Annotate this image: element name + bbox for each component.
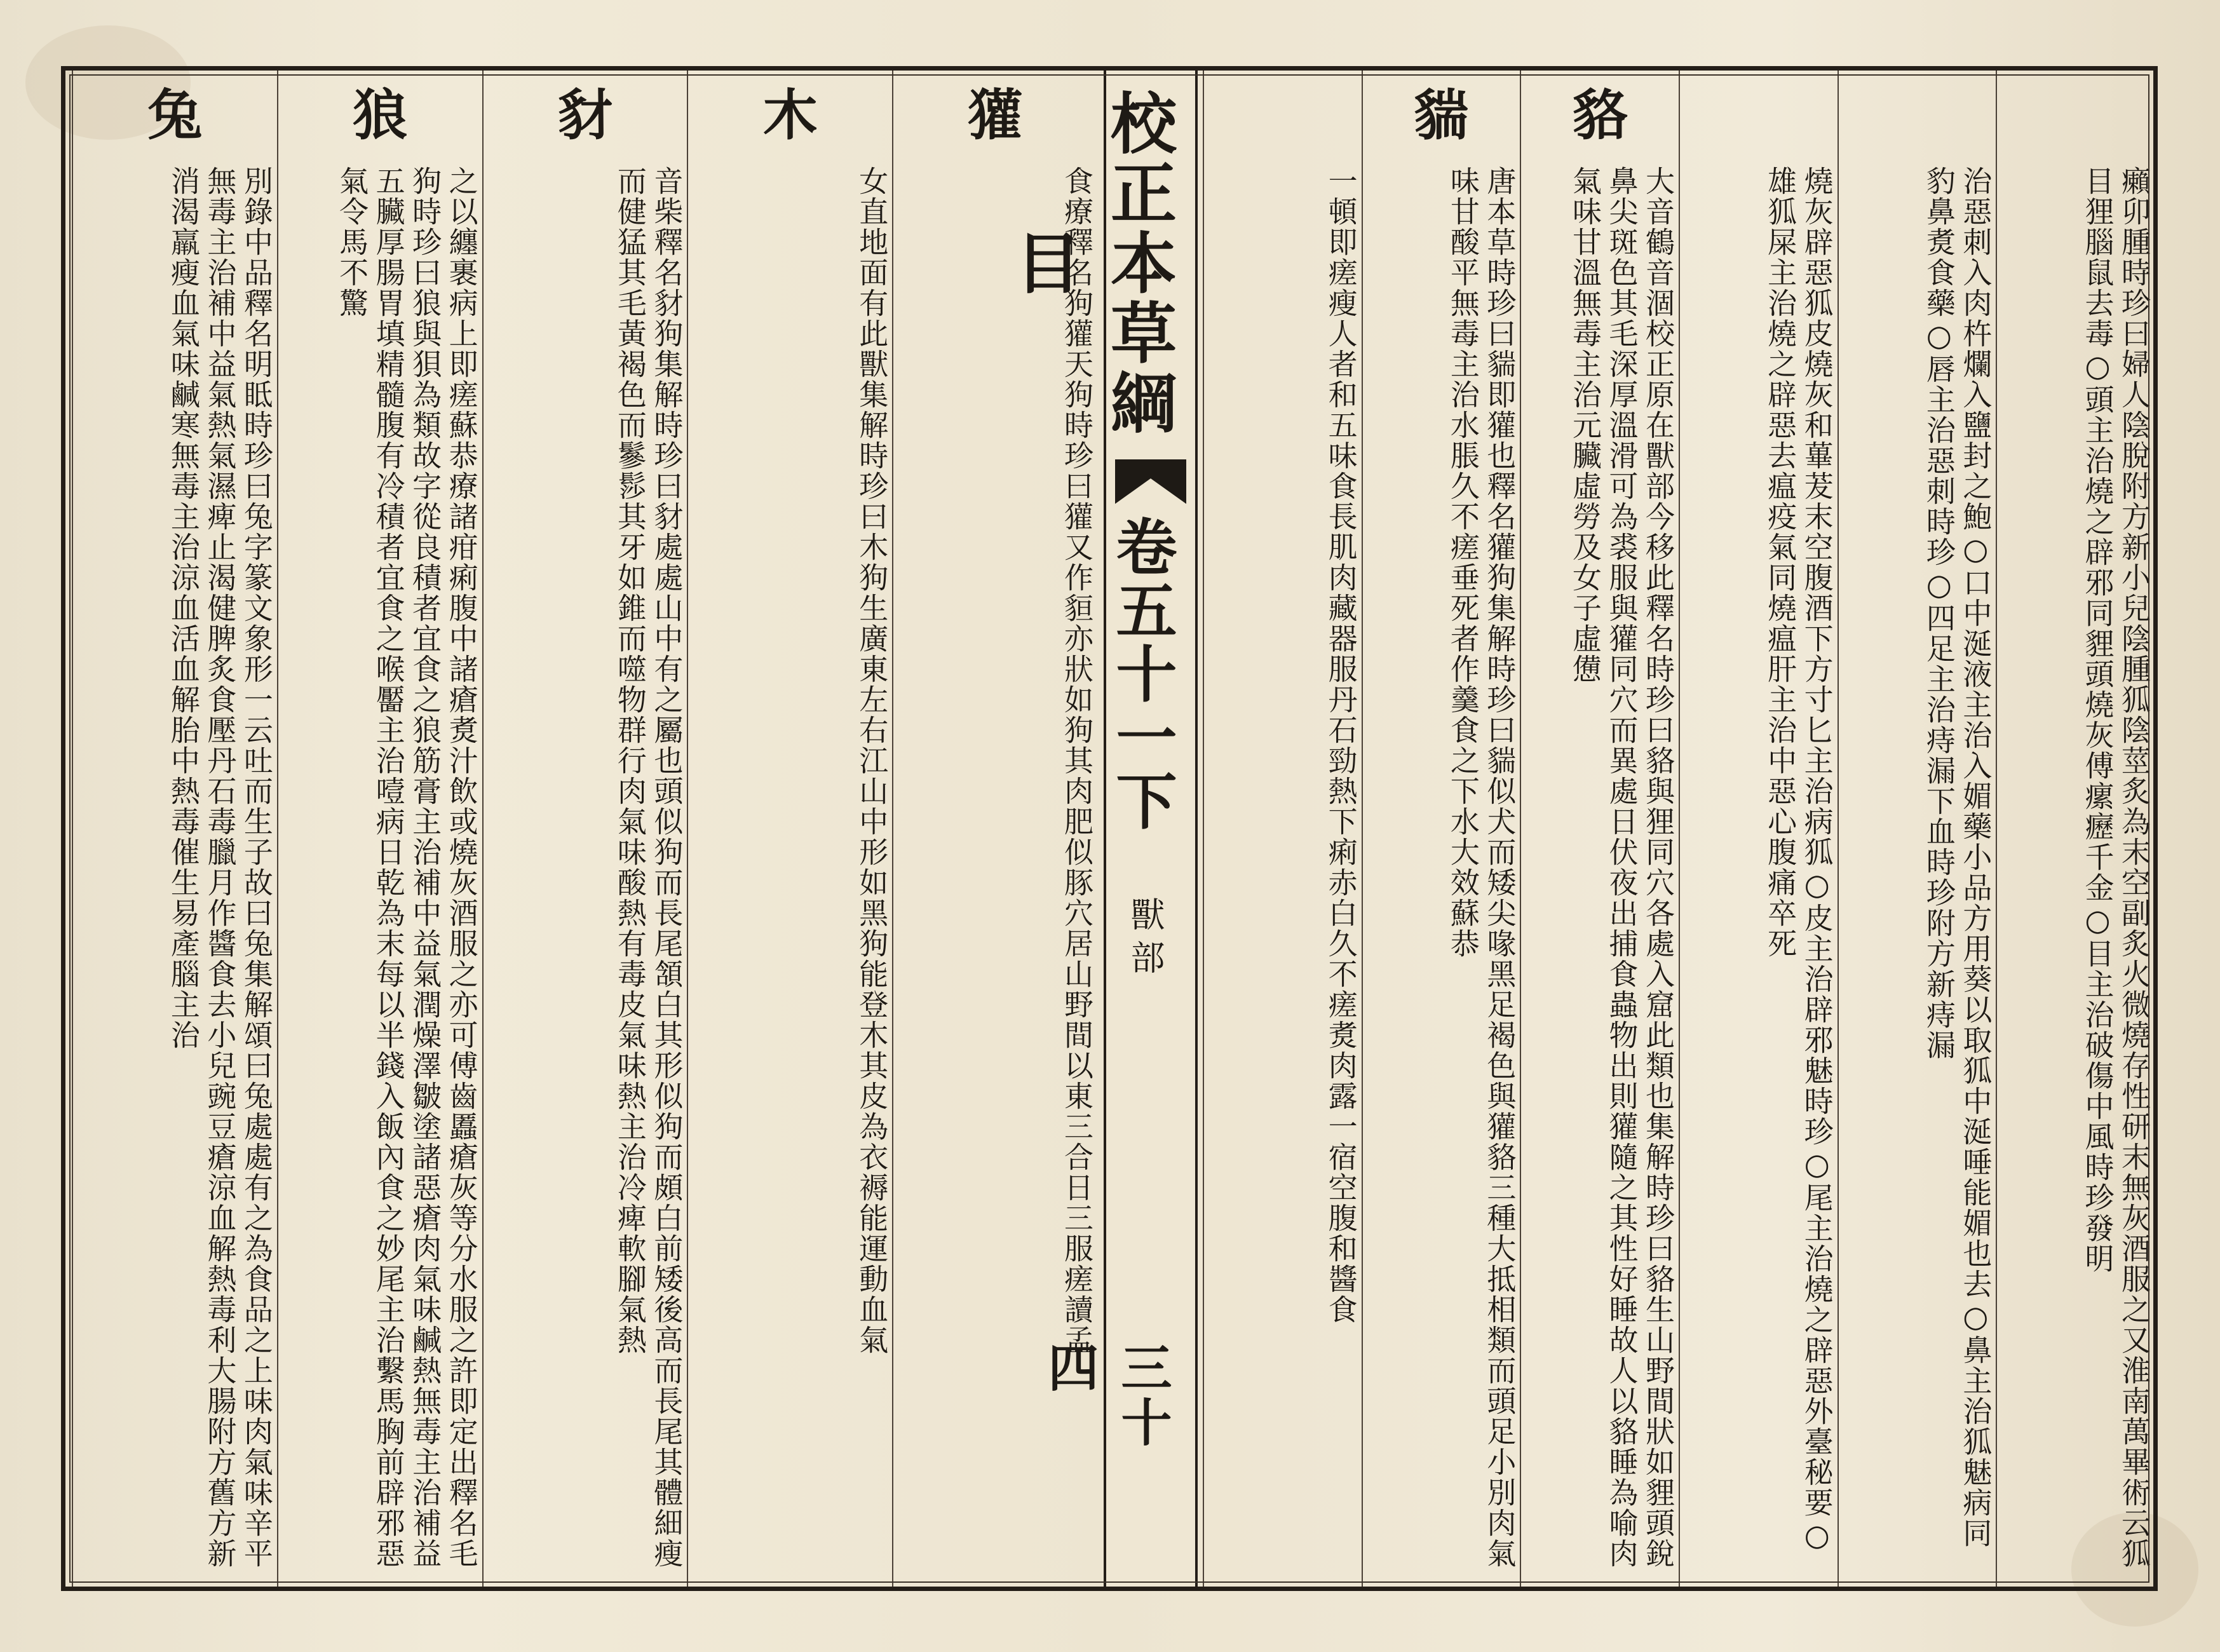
right-panel [1203, 71, 2155, 1587]
entry-heading: 兔 [147, 83, 203, 147]
text-column [277, 71, 482, 1587]
text-column [1996, 71, 2155, 1587]
column-text: 唐本草時珍曰貒即獾也釋名獾狗集解時珍曰貒似犬而矮尖喙黑足褐色與獾貉三種大抵相類而頭足小別肉氣味甘酸平無毒主治水脹久不瘥垂死者作羹食之下水大效蘇恭 [1445, 166, 1517, 1569]
text-column [1679, 71, 1838, 1587]
text-column [482, 71, 687, 1587]
entry-heading: 豺 [558, 83, 613, 147]
entry-heading [1839, 88, 1996, 149]
entry-heading: 貉 [1573, 83, 1628, 147]
entry-heading [1997, 88, 2155, 149]
text-column [1362, 71, 1520, 1587]
column-text: 女直地面有此獸集解時珍曰木狗生廣東左右江山中形如黑狗能登木其皮為衣褥能運動血氣 [855, 166, 890, 1355]
column-text: 別錄中品釋名明眡時珍曰兔字篆文象形一云吐而生子故曰兔集解頌曰兔處處有之為食品之上味肉氣味辛平無毒主治補中益氣熱氣濕痺止渴健脾炙食壓丹石毒臘月作醬食去小兒豌豆瘡涼血解熱毒利大腸附方舊方新消渴羸瘦血氣味鹹寒無毒主治涼血活血解胎中熱毒催生易產腦主治 [166, 166, 274, 1569]
page-number: 三十四 [1039, 1341, 1172, 1451]
column-text: 一頓即瘥瘦人者和五味食長肌肉藏器服丹石勁熱下痢赤白久不瘥煑肉露一宿空腹和醬食 [1323, 166, 1358, 1325]
column-text: 食療釋名狗獾天狗時珍曰獾又作貆亦狀如狗其肉肥似豚穴居山野間以東三合日三服瘥讀孟 [1060, 166, 1094, 1355]
text-column [1520, 71, 1679, 1587]
text-column [72, 71, 277, 1587]
text-column [1838, 71, 1996, 1587]
section-label: 獸部 [1125, 897, 1165, 983]
column-text: 大音鶴音涸校正原在獸部今移此釋名時珍曰貉與狸同穴各處入窟此類也集解時珍曰貉生山野間狀如貍頭銳鼻尖斑色其毛深厚溫滑可為裘服與獾同穴而異處日伏夜出捕食蟲物出則獾隨之其性好睡故人以貉睡為喻肉氣味甘溫無毒主治元臟虛勞及女子虛憊 [1567, 166, 1675, 1569]
page-frame [61, 66, 2158, 1591]
text-column [1203, 71, 1362, 1587]
fishtail-mark-icon [1115, 459, 1186, 504]
entry-heading: 狼 [353, 83, 408, 147]
entry-heading [1204, 88, 1362, 149]
entry-heading: 貒 [1414, 83, 1469, 147]
column-text: 癩卯腫時珍曰婦人陰脫附方新小兒陰腫狐陰莖炙為末空副炙火微燒存性研末無灰酒服之又淮南萬畢術云狐目狸腦鼠去毒○頭主治燒之辟邪同貍頭燒灰傅瘰癧千金○目主治破傷中風時珍發明 [2080, 166, 2151, 1569]
text-column [687, 71, 892, 1587]
column-text: 燒灰辟惡狐皮燒灰和蓽茇末空腹酒下方寸匕主治病狐○皮主治辟邪魅時珍○尾主治燒之辟惡外臺秘要○雄狐屎主治燒之辟惡去瘟疫氣同燒瘟肝主治中惡心腹痛卒死 [1763, 166, 1834, 1554]
entry-heading [1680, 88, 1838, 149]
text-column [892, 71, 1097, 1587]
book-title: 校正本草綱目 [1004, 89, 1177, 438]
volume-label: 卷五十一下 [1106, 515, 1178, 833]
left-panel [72, 71, 1097, 1587]
entry-heading: 獾 [968, 83, 1023, 147]
entry-heading: 木 [762, 83, 818, 147]
column-text: 治惡刺入肉杵爛入鹽封之鮑○口中涎液主治入媚藥小品方用葵以取狐中涎唾能媚也去○鼻主治狐魅病同豹鼻煑食藥○唇主治惡刺時珍○四足主治痔漏下血時珍附方新痔漏 [1921, 166, 1993, 1548]
column-text: 音柴釋名豺狗集解時珍曰豺處處山中有之屬也頭似狗而長尾頷白其形似狗而頗白前矮後高而長尾其體細瘦而健猛其毛黃褐色而鬖髿其牙如錐而噬物群行肉氣味酸熱有毒皮氣味熱主治冷痺軟腳氣熱 [613, 166, 684, 1569]
column-text: 之以纏裹病上即瘥蘇恭療諸疳痢腹中諸瘡煑汁飲或燒灰酒服之亦可傅齒䘌瘡灰等分水服之許即定出釋名毛狗時珍曰狼與狽為類故字從良積者宜食之狼筋膏主治補中益氣潤燥澤皺塗諸惡瘡肉氣味鹹熱無毒主治補益五臟厚腸胃填精髓腹有冷積者宜食之喉靨主治噎病日乾為末每以半錢入飯內食之妙尾主治繫馬胸前辟邪惡氣令馬不驚 [335, 166, 479, 1569]
